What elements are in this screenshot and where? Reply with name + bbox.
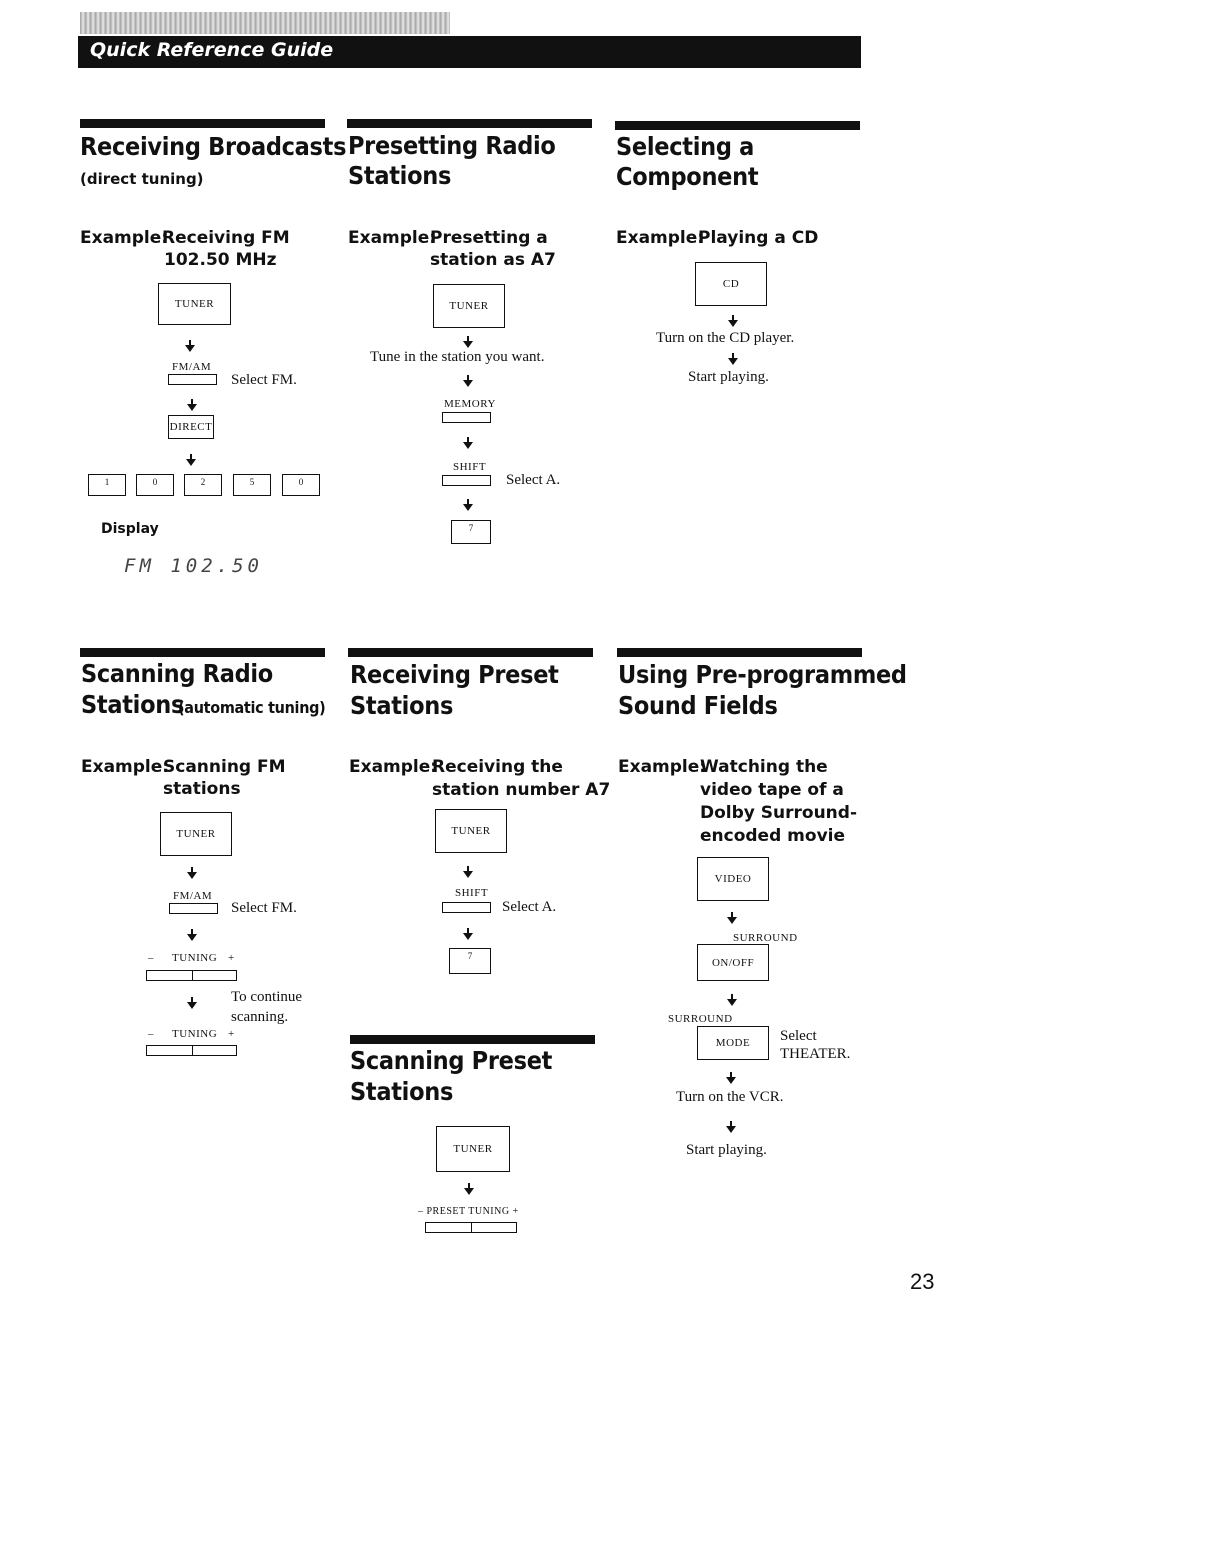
tuning-plus: + xyxy=(228,952,235,964)
button-label: FM/AM xyxy=(172,361,212,373)
arrow-down-icon xyxy=(463,336,473,348)
section-title: Sound Fields xyxy=(618,691,778,720)
tuner-button[interactable]: TUNER xyxy=(435,809,507,853)
button-label: SURROUND xyxy=(733,932,798,944)
example-prefix: Example: xyxy=(81,757,170,777)
instruction: Select A. xyxy=(502,899,557,915)
section-rule xyxy=(347,119,592,128)
tuner-button[interactable]: TUNER xyxy=(158,283,231,325)
example-line: 102.50 MHz xyxy=(164,250,277,270)
digit-button[interactable]: 0 xyxy=(282,474,320,496)
section-title: Stations xyxy=(350,691,454,720)
tuner-button[interactable]: TUNER xyxy=(433,284,505,328)
example-line: Scanning FM xyxy=(163,757,286,777)
section-title: Scanning Preset xyxy=(350,1046,553,1075)
section-subtitle: (direct tuning) xyxy=(80,170,204,188)
example-prefix: Example: xyxy=(80,228,169,248)
display-readout: FM 102.50 xyxy=(124,555,263,577)
example-prefix: Example: xyxy=(348,228,437,248)
example-line: Receiving FM xyxy=(162,228,290,248)
section-title: Receiving Preset xyxy=(350,660,559,689)
memory-button[interactable] xyxy=(442,412,491,423)
tuning-plus: + xyxy=(228,1028,235,1040)
button-label: SURROUND xyxy=(668,1013,733,1025)
instruction: Select A. xyxy=(506,472,561,488)
section-title: Presetting Radio xyxy=(348,131,556,160)
button-label: MEMORY xyxy=(444,398,496,410)
direct-button[interactable]: DIRECT xyxy=(168,415,214,439)
button-label: FM/AM xyxy=(173,890,213,902)
digit-button[interactable]: 7 xyxy=(449,948,491,974)
section-title: Stations xyxy=(350,1077,454,1106)
button-label: SHIFT xyxy=(455,887,489,899)
arrow-down-icon xyxy=(463,928,473,940)
tuning-minus: – xyxy=(148,1028,154,1040)
example-line: Receiving the xyxy=(432,757,563,777)
section-title: Scanning Radio xyxy=(81,659,273,688)
example-line: encoded movie xyxy=(700,826,846,846)
arrow-down-icon xyxy=(727,994,737,1006)
arrow-down-icon xyxy=(728,353,738,365)
section-rule xyxy=(617,648,862,657)
page-number: 23 xyxy=(910,1269,935,1294)
section-rule xyxy=(80,119,325,128)
video-button[interactable]: VIDEO xyxy=(697,857,769,901)
instruction: scanning. xyxy=(231,1009,289,1025)
section-title: Stations xyxy=(348,161,452,190)
section-rule xyxy=(615,121,860,130)
arrow-down-icon xyxy=(726,1121,736,1133)
arrow-down-icon xyxy=(186,454,196,466)
instruction: Tune in the station you want. xyxy=(370,349,545,365)
tuner-button[interactable]: TUNER xyxy=(160,812,232,856)
arrow-down-icon xyxy=(187,867,197,879)
digit-button[interactable]: 5 xyxy=(233,474,271,496)
guide-title: Quick Reference Guide xyxy=(90,39,334,61)
section-rule xyxy=(350,1035,595,1044)
arrow-down-icon xyxy=(463,866,473,878)
section-subtitle: (automatic tuning) xyxy=(178,698,326,717)
arrow-down-icon xyxy=(463,375,473,387)
instruction: To continue xyxy=(231,989,303,1005)
fm-am-button[interactable] xyxy=(169,903,218,914)
tuning-button[interactable] xyxy=(146,970,237,981)
example-line: Dolby Surround- xyxy=(700,803,858,823)
instruction: Select FM. xyxy=(231,372,297,388)
example-line: video tape of a xyxy=(700,780,844,800)
guide-header-bar xyxy=(78,36,861,68)
arrow-down-icon xyxy=(463,437,473,449)
instruction: Start playing. xyxy=(686,1142,767,1158)
section-title: Stations xyxy=(81,690,185,719)
preset-tuning-button[interactable] xyxy=(425,1222,517,1233)
example-prefix: Example: xyxy=(618,757,707,777)
tuner-button[interactable]: TUNER xyxy=(436,1126,510,1172)
example-line: Presetting a xyxy=(430,228,548,248)
fm-am-button[interactable] xyxy=(168,374,217,385)
example-line: Playing a CD xyxy=(698,228,819,248)
arrow-down-icon xyxy=(728,315,738,327)
arrow-down-icon xyxy=(463,499,473,511)
arrow-down-icon xyxy=(185,340,195,352)
tuning-label: TUNING xyxy=(172,952,218,964)
instruction: Select xyxy=(780,1028,817,1044)
instruction: Select FM. xyxy=(231,900,297,916)
tuning-button[interactable] xyxy=(146,1045,237,1056)
instruction: Turn on the VCR. xyxy=(676,1089,784,1105)
digit-button[interactable]: 7 xyxy=(451,520,491,544)
arrow-down-icon xyxy=(464,1183,474,1195)
instruction: THEATER. xyxy=(780,1046,851,1062)
preset-tuning-label: – PRESET TUNING + xyxy=(418,1206,519,1217)
tuning-minus: – xyxy=(148,952,154,964)
example-line: Watching the xyxy=(700,757,828,777)
digit-button[interactable]: 2 xyxy=(184,474,222,496)
example-prefix: Example: xyxy=(616,228,705,248)
section-title: Using Pre-programmed xyxy=(618,660,907,689)
scan-artifact xyxy=(80,12,450,34)
instruction: Turn on the CD player. xyxy=(656,330,795,346)
arrow-down-icon xyxy=(727,912,737,924)
display-label: Display xyxy=(101,521,159,537)
tuning-label: TUNING xyxy=(172,1028,218,1040)
section-title: Component xyxy=(616,162,759,191)
cd-button[interactable]: CD xyxy=(695,262,767,306)
digit-button[interactable]: 1 xyxy=(88,474,126,496)
example-line: station number A7 xyxy=(432,780,611,800)
example-prefix: Example: xyxy=(349,757,438,777)
section-title: Selecting a xyxy=(616,132,755,161)
digit-button[interactable]: 0 xyxy=(136,474,174,496)
arrow-down-icon xyxy=(187,997,197,1009)
surround-on-off-button[interactable]: ON/OFF xyxy=(697,944,769,981)
button-label: SHIFT xyxy=(453,461,487,473)
shift-button[interactable] xyxy=(442,902,491,913)
example-line: station as A7 xyxy=(430,250,556,270)
section-title: Receiving Broadcasts xyxy=(80,132,347,161)
arrow-down-icon xyxy=(187,929,197,941)
shift-button[interactable] xyxy=(442,475,491,486)
instruction: Start playing. xyxy=(688,369,769,385)
section-rule xyxy=(348,648,593,657)
section-rule xyxy=(80,648,325,657)
arrow-down-icon xyxy=(187,399,197,411)
example-line: stations xyxy=(163,779,241,799)
arrow-down-icon xyxy=(726,1072,736,1084)
surround-mode-button[interactable]: MODE xyxy=(697,1026,769,1060)
